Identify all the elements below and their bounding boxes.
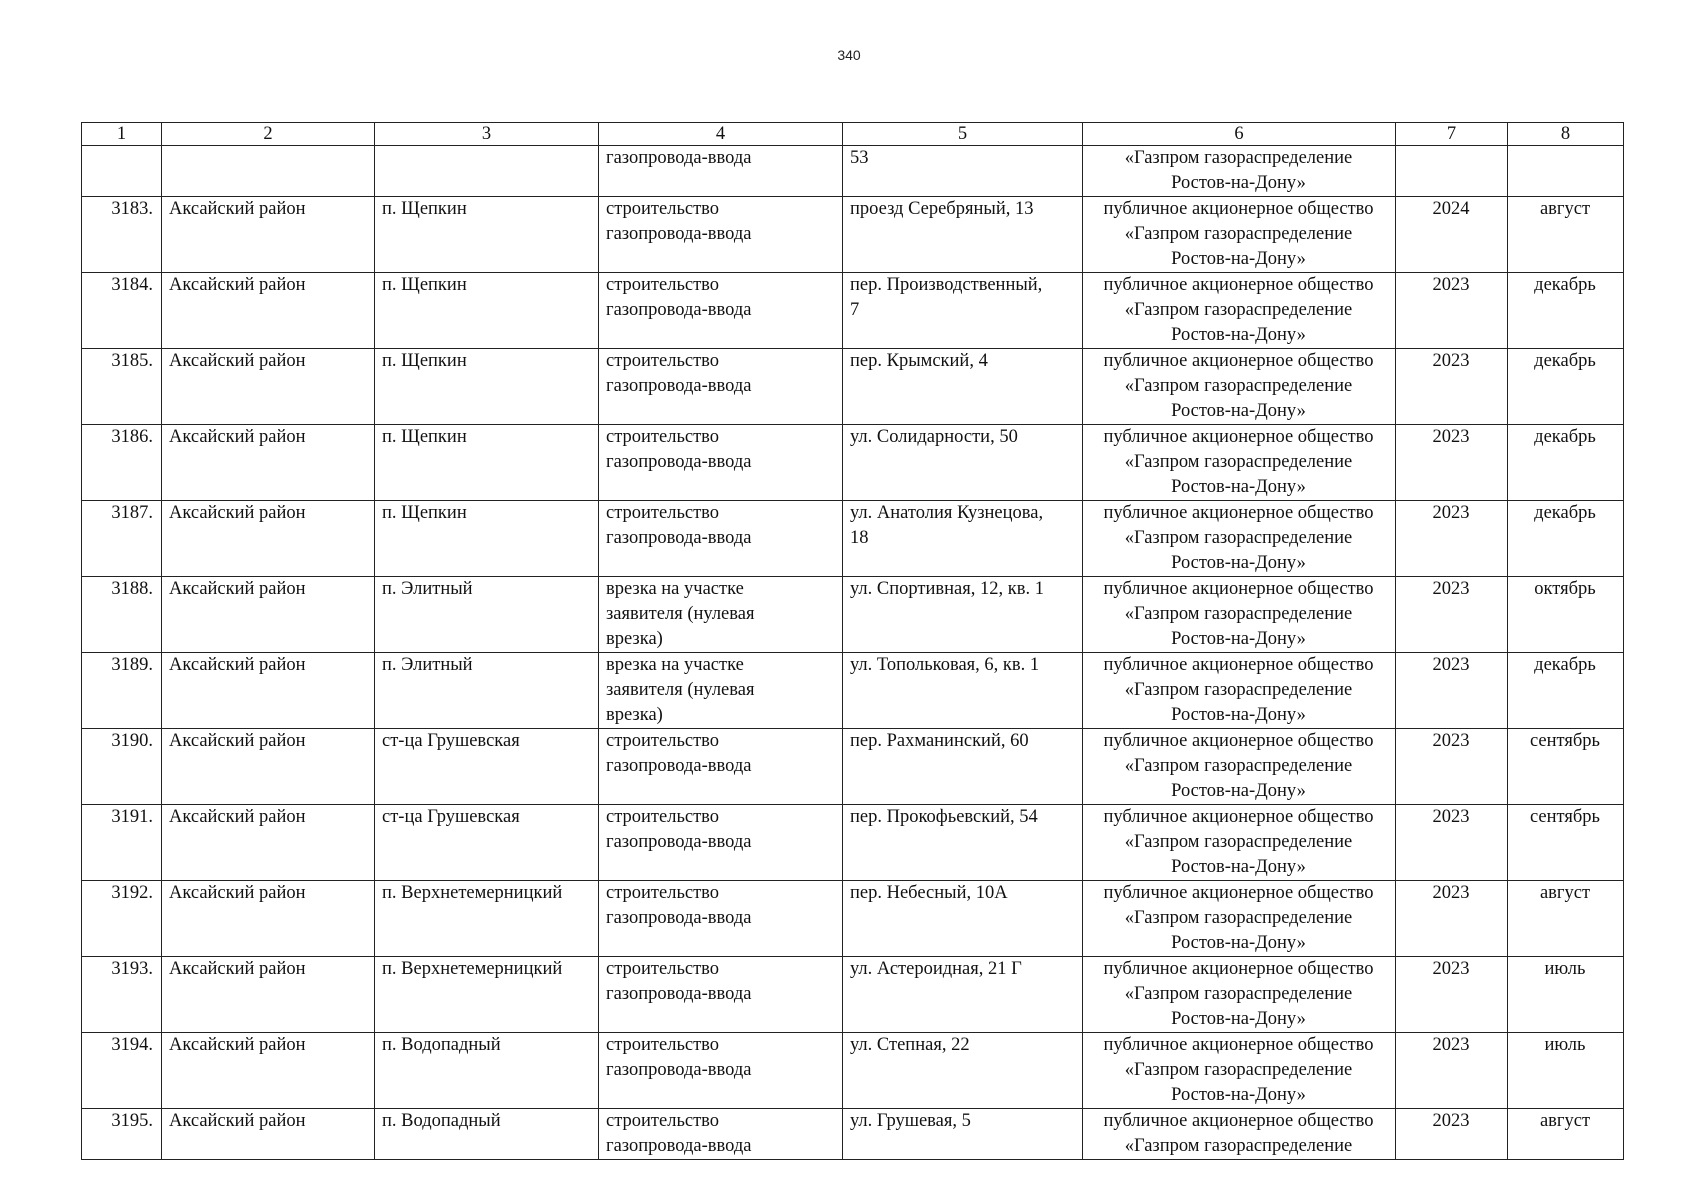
cell-number: 3185.: [82, 349, 162, 425]
cell-year: 2023: [1396, 957, 1508, 1033]
cell-organization: публичное акционерное общество «Газпром газораспределение Ростов-на-Дону»: [1083, 805, 1396, 881]
cell-number: 3192.: [82, 881, 162, 957]
cell-organization: публичное акционерное общество «Газпром газораспределение Ростов-на-Дону»: [1083, 425, 1396, 501]
cell-organization: публичное акционерное общество «Газпром газораспределение Ростов-на-Дону»: [1083, 577, 1396, 653]
cell-organization: публичное акционерное общество «Газпром газораспределение: [1083, 1109, 1396, 1160]
cell-address: пер. Прокофьевский, 54: [843, 805, 1083, 881]
cell-locality: ст-ца Грушевская: [375, 805, 599, 881]
cell-year: 2023: [1396, 1109, 1508, 1160]
cell-address: ул. Солидарности, 50: [843, 425, 1083, 501]
table-row: [82, 501, 1624, 577]
table-row: [82, 881, 1624, 957]
cell-month: декабрь: [1508, 501, 1624, 577]
cell-locality: п. Щепкин: [375, 273, 599, 349]
cell-number: 3193.: [82, 957, 162, 1033]
cell-organization: публичное акционерное общество «Газпром газораспределение Ростов-на-Дону»: [1083, 957, 1396, 1033]
cell-district: Аксайский район: [162, 273, 375, 349]
cell-address: ул. Анатолия Кузнецова, 18: [843, 501, 1083, 577]
cell-organization: публичное акционерное общество «Газпром газораспределение Ростов-на-Дону»: [1083, 729, 1396, 805]
table-row: [82, 273, 1624, 349]
cell-district: Аксайский район: [162, 425, 375, 501]
cell-address: ул. Грушевая, 5: [843, 1109, 1083, 1160]
cell-number: 3189.: [82, 653, 162, 729]
cell-month: декабрь: [1508, 425, 1624, 501]
cell-address: ул. Спортивная, 12, кв. 1: [843, 577, 1083, 653]
column-header: 7: [1396, 123, 1508, 146]
cell-locality: п. Элитный: [375, 653, 599, 729]
cell-work: врезка на участке заявителя (нулевая врезка): [599, 653, 843, 729]
cell-month: декабрь: [1508, 273, 1624, 349]
cell-district: Аксайский район: [162, 197, 375, 273]
cell-organization: публичное акционерное общество «Газпром газораспределение Ростов-на-Дону»: [1083, 197, 1396, 273]
cell-address: ул. Астероидная, 21 Г: [843, 957, 1083, 1033]
table-row: [82, 1033, 1624, 1109]
cell-month: август: [1508, 881, 1624, 957]
cell-work: строительство газопровода-ввода: [599, 957, 843, 1033]
cell-organization: «Газпром газораспределение Ростов-на-Дону»: [1083, 146, 1396, 197]
cell-work: строительство газопровода-ввода: [599, 729, 843, 805]
cell-year: 2023: [1396, 349, 1508, 425]
cell-month: август: [1508, 1109, 1624, 1160]
cell-district: Аксайский район: [162, 1033, 375, 1109]
column-header: 6: [1083, 123, 1396, 146]
table-row: [82, 577, 1624, 653]
table-row: [82, 729, 1624, 805]
cell-organization: публичное акционерное общество «Газпром газораспределение Ростов-на-Дону»: [1083, 273, 1396, 349]
cell-address: пер. Небесный, 10А: [843, 881, 1083, 957]
cell-work: газопровода-ввода: [599, 146, 843, 197]
cell-number: 3187.: [82, 501, 162, 577]
cell-year: 2024: [1396, 197, 1508, 273]
cell-year: 2023: [1396, 1033, 1508, 1109]
cell-number: 3188.: [82, 577, 162, 653]
column-header: 4: [599, 123, 843, 146]
cell-district: Аксайский район: [162, 881, 375, 957]
cell-month: [1508, 146, 1624, 197]
cell-year: 2023: [1396, 653, 1508, 729]
column-header: 8: [1508, 123, 1624, 146]
column-header: 5: [843, 123, 1083, 146]
cell-organization: публичное акционерное общество «Газпром газораспределение Ростов-на-Дону»: [1083, 881, 1396, 957]
cell-locality: п. Водопадный: [375, 1033, 599, 1109]
cell-organization: публичное акционерное общество «Газпром газораспределение Ростов-на-Дону»: [1083, 501, 1396, 577]
cell-month: август: [1508, 197, 1624, 273]
table-row: [82, 957, 1624, 1033]
cell-work: строительство газопровода-ввода: [599, 197, 843, 273]
cell-year: 2023: [1396, 805, 1508, 881]
cell-work: строительство газопровода-ввода: [599, 425, 843, 501]
column-header: 2: [162, 123, 375, 146]
cell-number: 3195.: [82, 1109, 162, 1160]
page-number: 340: [837, 47, 861, 63]
cell-district: Аксайский район: [162, 501, 375, 577]
cell-locality: ст-ца Грушевская: [375, 729, 599, 805]
cell-district: Аксайский район: [162, 1109, 375, 1160]
table-row: [82, 653, 1624, 729]
cell-month: сентябрь: [1508, 729, 1624, 805]
cell-address: 53: [843, 146, 1083, 197]
cell-district: Аксайский район: [162, 729, 375, 805]
cell-locality: п. Щепкин: [375, 197, 599, 273]
table-row: [82, 805, 1624, 881]
continuation-row: [82, 146, 1624, 197]
cell-work: строительство газопровода-ввода: [599, 805, 843, 881]
cell-address: проезд Серебряный, 13: [843, 197, 1083, 273]
cell-address: пер. Рахманинский, 60: [843, 729, 1083, 805]
column-header: 3: [375, 123, 599, 146]
cell-district: Аксайский район: [162, 577, 375, 653]
cell-work: строительство газопровода-ввода: [599, 1109, 843, 1160]
cell-month: декабрь: [1508, 653, 1624, 729]
cell-address: пер. Крымский, 4: [843, 349, 1083, 425]
cell-number: 3190.: [82, 729, 162, 805]
cell-year: 2023: [1396, 501, 1508, 577]
cell-year: 2023: [1396, 881, 1508, 957]
cell-month: июль: [1508, 1033, 1624, 1109]
cell-district: [162, 146, 375, 197]
cell-district: Аксайский район: [162, 653, 375, 729]
cell-month: сентябрь: [1508, 805, 1624, 881]
cell-locality: п. Водопадный: [375, 1109, 599, 1160]
cell-locality: п. Элитный: [375, 577, 599, 653]
cell-work: строительство газопровода-ввода: [599, 273, 843, 349]
cell-address: ул. Топольковая, 6, кв. 1: [843, 653, 1083, 729]
column-number-header: [82, 123, 1624, 146]
cell-number: 3183.: [82, 197, 162, 273]
cell-work: строительство газопровода-ввода: [599, 1033, 843, 1109]
cell-month: декабрь: [1508, 349, 1624, 425]
cell-work: строительство газопровода-ввода: [599, 501, 843, 577]
cell-year: 2023: [1396, 577, 1508, 653]
cell-locality: п. Верхнетемерницкий: [375, 957, 599, 1033]
cell-locality: п. Щепкин: [375, 349, 599, 425]
cell-district: Аксайский район: [162, 805, 375, 881]
cell-organization: публичное акционерное общество «Газпром газораспределение Ростов-на-Дону»: [1083, 1033, 1396, 1109]
cell-address: пер. Производственный, 7: [843, 273, 1083, 349]
cell-district: Аксайский район: [162, 349, 375, 425]
table-row: [82, 1109, 1624, 1160]
cell-month: июль: [1508, 957, 1624, 1033]
cell-number: 3184.: [82, 273, 162, 349]
cell-year: 2023: [1396, 425, 1508, 501]
cell-year: [1396, 146, 1508, 197]
cell-work: строительство газопровода-ввода: [599, 349, 843, 425]
column-header: 1: [82, 123, 162, 146]
cell-month: октябрь: [1508, 577, 1624, 653]
cell-number: 3186.: [82, 425, 162, 501]
cell-organization: публичное акционерное общество «Газпром газораспределение Ростов-на-Дону»: [1083, 653, 1396, 729]
cell-locality: п. Щепкин: [375, 501, 599, 577]
document-table: [81, 122, 1624, 1160]
cell-locality: п. Верхнетемерницкий: [375, 881, 599, 957]
table-row: [82, 197, 1624, 273]
cell-work: врезка на участке заявителя (нулевая врезка): [599, 577, 843, 653]
table-row: [82, 425, 1624, 501]
table-row: [82, 349, 1624, 425]
cell-district: Аксайский район: [162, 957, 375, 1033]
cell-address: ул. Степная, 22: [843, 1033, 1083, 1109]
cell-year: 2023: [1396, 273, 1508, 349]
cell-number: 3194.: [82, 1033, 162, 1109]
cell-number: [82, 146, 162, 197]
cell-organization: публичное акционерное общество «Газпром газораспределение Ростов-на-Дону»: [1083, 349, 1396, 425]
cell-year: 2023: [1396, 729, 1508, 805]
cell-locality: [375, 146, 599, 197]
cell-number: 3191.: [82, 805, 162, 881]
cell-work: строительство газопровода-ввода: [599, 881, 843, 957]
cell-locality: п. Щепкин: [375, 425, 599, 501]
